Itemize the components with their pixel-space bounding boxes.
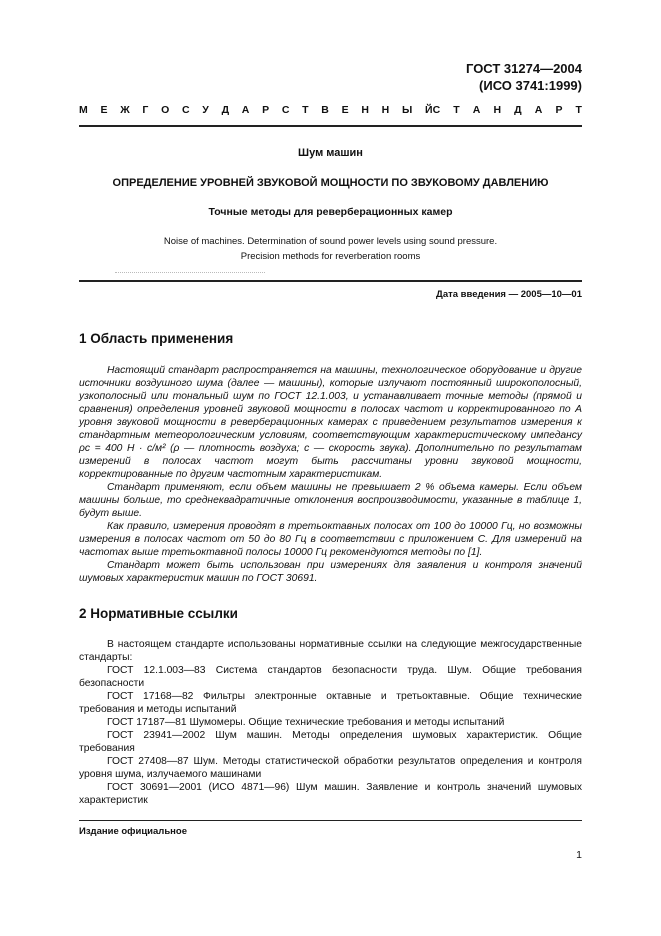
machine-noise-heading: Шум машин	[298, 147, 363, 159]
title-letter: Е	[341, 104, 349, 116]
subtitle: Точные методы для реверберационных камер	[208, 206, 453, 218]
reference-item: ГОСТ 27408—87 Шум. Методы статистической обработки результатов определения и контроля уровня шума, излучаемого машинами	[79, 756, 582, 780]
section-2-body	[79, 638, 582, 807]
gost-number: ГОСТ 31274—2004	[466, 61, 582, 76]
title-letter: С	[181, 104, 190, 116]
paragraph: Стандарт применяют, если объем машины не превышает 2 % объема камеры. Если объем машины больше, то среднеквадратичные отклонения воспроизводимости, указанные в таблице 1, будут выше.	[79, 482, 582, 519]
title-divider	[79, 280, 582, 282]
title-letter: Р	[555, 104, 563, 116]
paragraph: В настоящем стандарте использованы нормативные ссылки на следующие межгосударственные стандарты:	[79, 639, 582, 663]
iso-number: (ИСО 3741:1999)	[479, 78, 582, 93]
title-letter: Д	[514, 104, 522, 116]
header-divider	[79, 125, 582, 127]
title-letter: А	[472, 104, 481, 116]
interstate-standard-title	[79, 104, 582, 116]
main-title: ОПРЕДЕЛЕНИЕ УРОВНЕЙ ЗВУКОВОЙ МОЩНОСТИ ПО ЗВУКОВОМУ ДАВЛЕНИЮ	[112, 177, 549, 189]
standard-word	[433, 104, 582, 116]
scan-artifact	[115, 272, 265, 273]
reference-item: ГОСТ 30691—2001 (ИСО 4871—96) Шум машин. Заявление и контроль значений шумовых характеристик	[79, 782, 582, 806]
reference-item: ГОСТ 17187—81 Шумомеры. Общие технические требования и методы испытаний	[107, 717, 505, 728]
title-letter: Н	[381, 104, 390, 116]
title-letter: С	[281, 104, 290, 116]
title-letter: Ж	[120, 104, 130, 116]
section-1-body	[79, 364, 582, 585]
intro-date: Дата введения — 2005—10—01	[436, 289, 582, 300]
title-letter: У	[202, 104, 209, 116]
title-letter: Р	[262, 104, 270, 116]
section-1-heading: 1 Область применения	[79, 331, 234, 346]
footer-divider	[79, 820, 582, 821]
english-title-line-2: Precision methods for reverberation rooms	[240, 251, 421, 262]
title-letter: С	[432, 104, 441, 116]
title-letter: Т	[302, 104, 309, 116]
title-letter: Г	[142, 104, 149, 116]
title-letter: Е	[100, 104, 108, 116]
reference-item: ГОСТ 23941—2002 Шум машин. Методы определения шумовых характеристик. Общие требования	[79, 730, 582, 754]
title-letter: Н	[361, 104, 369, 116]
english-title-line-1: Noise of machines. Determination of sound power levels using sound pressure.	[163, 236, 498, 247]
section-2-heading: 2 Нормативные ссылки	[79, 606, 238, 621]
edition-label: Издание официальное	[79, 826, 187, 837]
interstate-word	[79, 104, 433, 116]
title-letter: Й	[424, 104, 433, 116]
title-letter: О	[161, 104, 170, 116]
reference-item: ГОСТ 12.1.003—83 Система стандартов безопасности труда. Шум. Общие требования безопасности	[79, 665, 582, 689]
page-number: 1	[576, 849, 582, 861]
reference-item: ГОСТ 17168—82 Фильтры электронные октавные и третьоктавные. Общие технические требования и методы испытаний	[79, 691, 582, 715]
title-letter: Д	[221, 104, 230, 116]
gost-header	[466, 60, 582, 94]
paragraph: Настоящий стандарт распространяется на машины, технологическое оборудование и другие источники воздушного шума (далее — машины), которые излучают постоянный широкополосный, узкополосный или тональный шум по ГОСТ 12.1.003, и устанавливает точные методы (прямой и сравнения) определения уровней звуковой мощности в полосах частот и корректированного по А уровня звуковой мощности в реверберационных камерах с приведением результатов измерения к стандартным метеорологическим условиям, соответствующим характеристическому импедансу ρc = 400 Н · с/м² (ρ — плотность воздуха; с — скорость звука). Дополнительно по результатам измерений в полосах частот могут быть рассчитаны уровни звуковой мощности, корректированные по другим частотным характеристикам.	[79, 365, 582, 480]
title-letter: Н	[493, 104, 502, 116]
paragraph: Стандарт может быть использован при измерениях для заявления и контроля значений шумовых характеристик машин по ГОСТ 30691.	[79, 560, 582, 584]
title-letter: Т	[453, 104, 460, 116]
title-letter: А	[534, 104, 543, 116]
title-letter: Т	[575, 104, 582, 116]
paragraph: Как правило, измерения проводят в третьоктавных полосах от 100 до 10000 Гц, но возможны измерения в полосах частот от 50 до 80 Гц в соответствии с приложением С. Для измерений на частотах выше третьоктавной полосы 10000 Гц рекомендуются методы по [1].	[79, 521, 582, 558]
title-letter: Ы	[401, 104, 413, 116]
title-letter: М	[79, 104, 88, 116]
title-letter: А	[241, 104, 250, 116]
title-letter: В	[321, 104, 329, 116]
